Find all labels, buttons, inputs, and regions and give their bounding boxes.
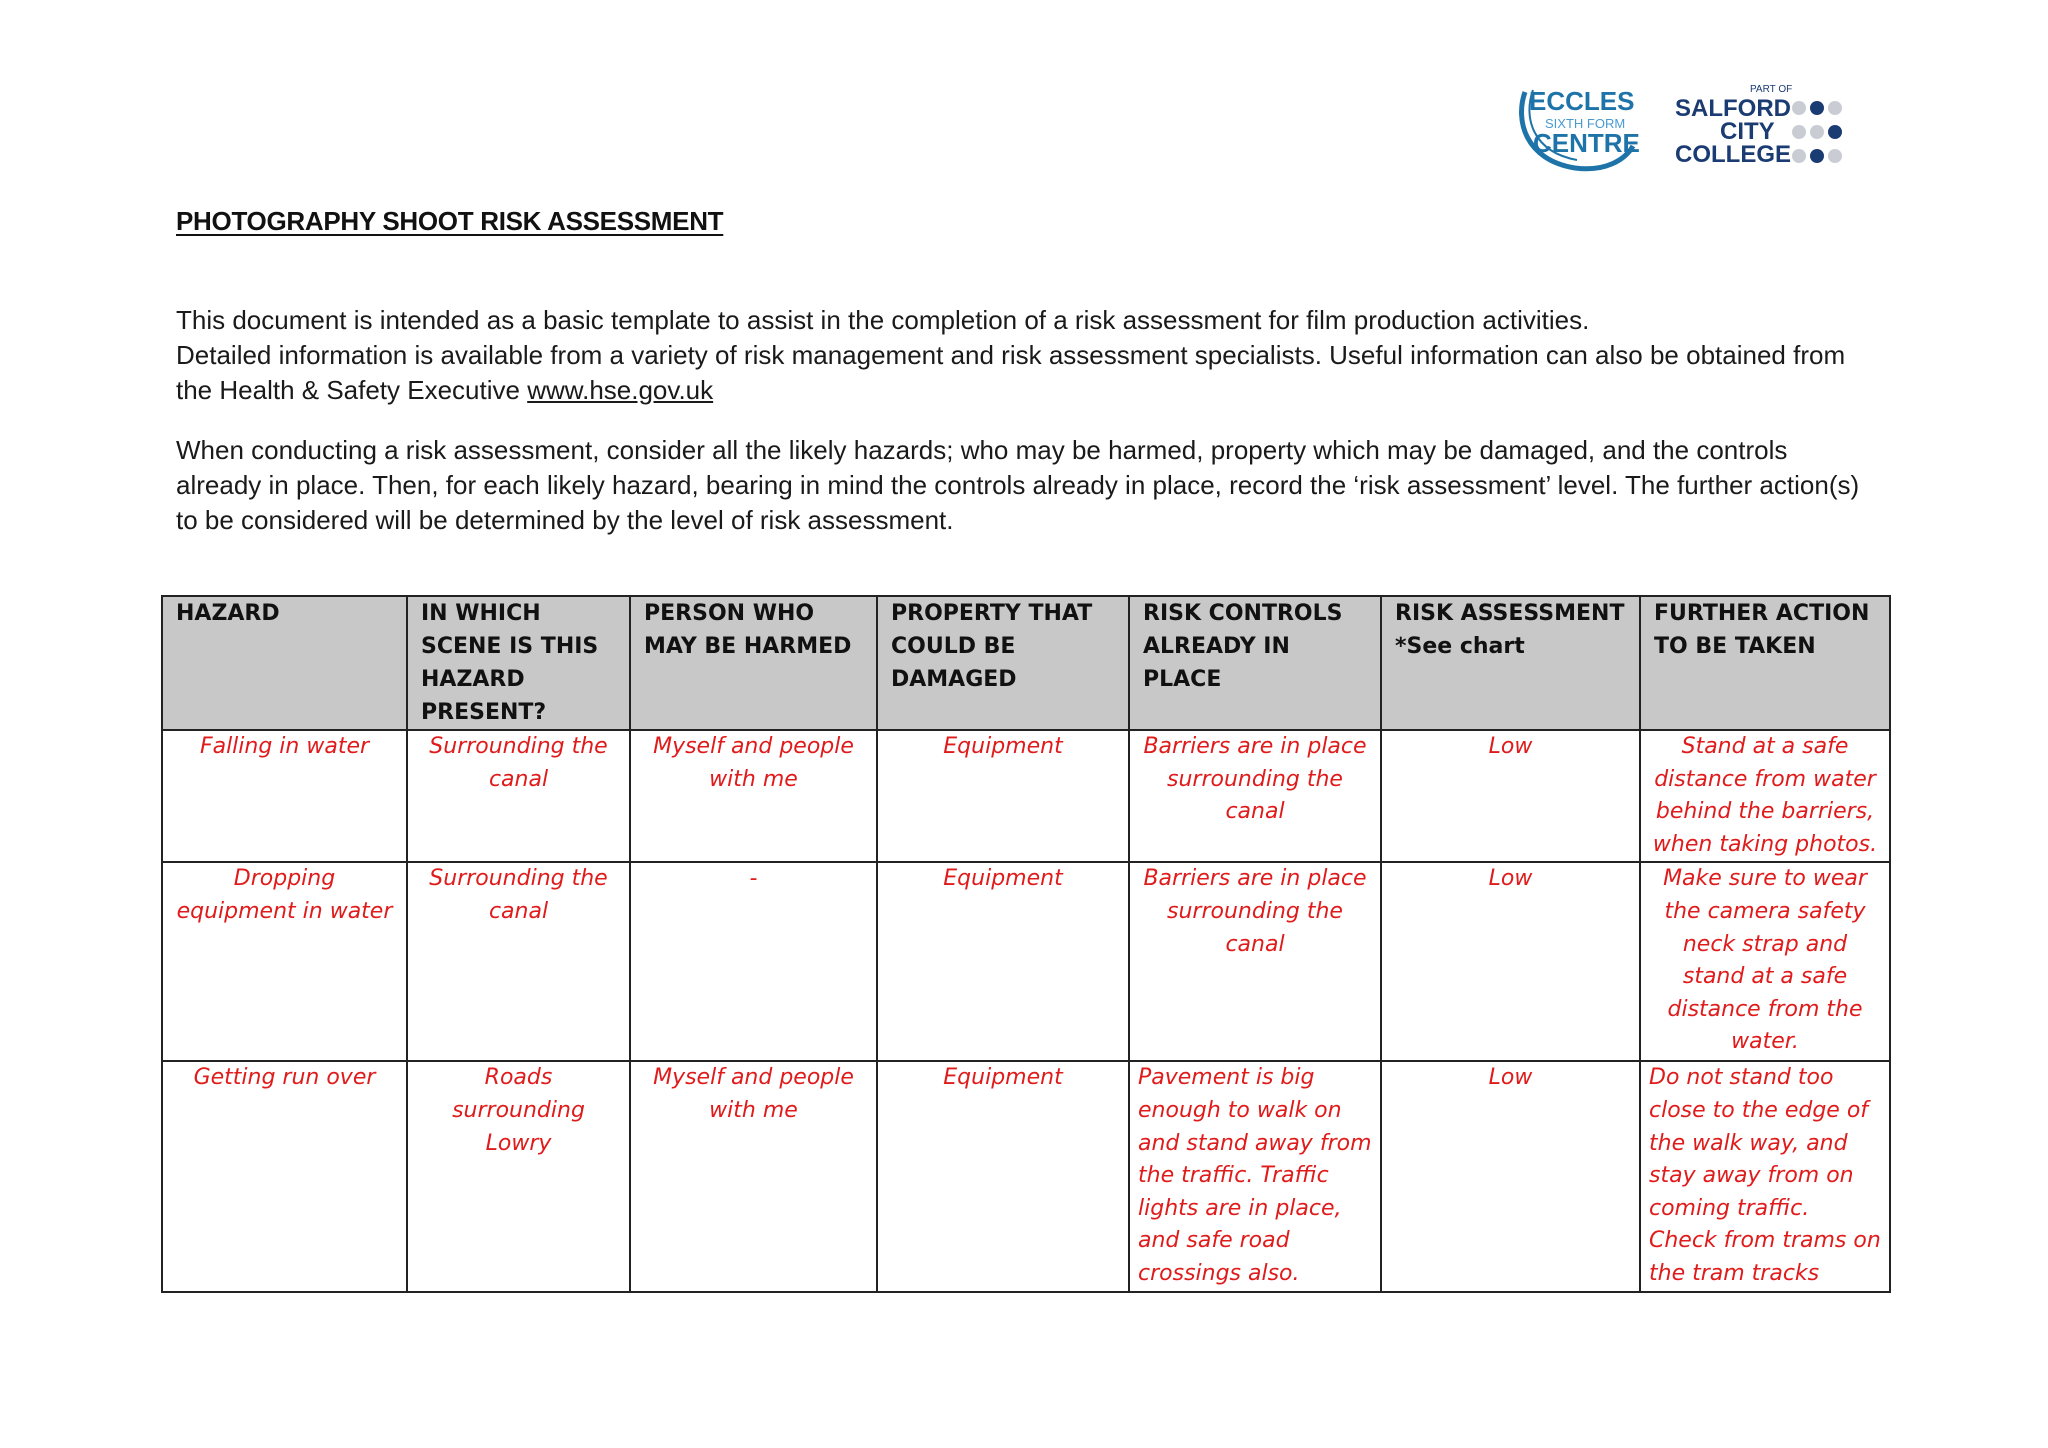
header-person-harmed: PERSON WHO MAY BE HARMED xyxy=(630,596,877,730)
eccles-sixth-form-centre-logo xyxy=(1515,80,1640,175)
salford-logo-line-3: COLLEGE xyxy=(1675,141,1792,168)
intro-paragraph-2: When conducting a risk assessment, consider all the likely hazards; who may be harmed, property which may be damaged, and the controls already in place. Then, for each likely hazard, bearing in mind the controls already in place, record the ‘risk assessment’ level. The further action(s) to be considered will be determined by the level of risk assessment. xyxy=(176,435,1860,535)
cell-hazard: Dropping equipment in water xyxy=(162,862,407,1061)
cell-hazard: Falling in water xyxy=(162,730,407,862)
table-row xyxy=(162,1061,1890,1291)
document-title: PHOTOGRAPHY SHOOT RISK ASSESSMENT xyxy=(176,206,724,236)
cell-property-damaged: Equipment xyxy=(877,862,1129,1061)
cell-further-action: Make sure to wear the camera safety neck strap and stand at a safe distance from the water. xyxy=(1640,862,1890,1061)
cell-person-harmed: - xyxy=(630,862,877,1061)
eccles-logo-line-2: SIXTH FORM xyxy=(1545,116,1626,131)
cell-person-harmed: Myself and people with me xyxy=(630,1061,877,1291)
header-scene: IN WHICH SCENE IS THIS HAZARD PRESENT? xyxy=(407,596,630,730)
header-risk-controls: RISK CONTROLS ALREADY IN PLACE xyxy=(1129,596,1381,730)
hse-link[interactable]: www.hse.gov.uk xyxy=(527,375,714,405)
salford-logo-line-2: CITY xyxy=(1720,118,1775,145)
cell-further-action: Stand at a safe distance from water behind the barriers, when taking photos. xyxy=(1640,730,1890,862)
salford-city-college-logo xyxy=(1675,80,1855,175)
intro-line-1: This document is intended as a basic template to assist in the completion of a risk assessment for film production activities. xyxy=(176,305,1590,335)
logo-area xyxy=(1515,80,1855,180)
cell-risk-assessment: Low xyxy=(1381,862,1640,1061)
header-hazard: HAZARD xyxy=(162,596,407,730)
cell-person-harmed: Myself and people with me xyxy=(630,730,877,862)
cell-property-damaged: Equipment xyxy=(877,730,1129,862)
salford-logo-line-1: SALFORD xyxy=(1675,95,1791,122)
header-risk-assessment: RISK ASSESSMENT *See chart xyxy=(1381,596,1640,730)
intro-paragraph-1 xyxy=(176,303,1876,408)
header-property-damaged: PROPERTY THAT COULD BE DAMAGED xyxy=(877,596,1129,730)
table-header-row xyxy=(162,596,1890,730)
cell-property-damaged: Equipment xyxy=(877,1061,1129,1291)
cell-risk-controls: Pavement is big enough to walk on and stand away from the traffic. Traffic lights are in place, and safe road crossings also. xyxy=(1129,1061,1381,1291)
cell-scene: Surrounding the canal xyxy=(407,730,630,862)
cell-hazard: Getting run over xyxy=(162,1061,407,1291)
intro-line-2: Detailed information is available from a variety of risk management and risk assessment specialists. Useful information can also be obtained from the Health & Safety Executive xyxy=(176,340,1846,405)
table-row xyxy=(162,862,1890,1061)
table-row xyxy=(162,730,1890,862)
cell-risk-assessment: Low xyxy=(1381,1061,1640,1291)
cell-risk-controls: Barriers are in place surrounding the canal xyxy=(1129,862,1381,1061)
header-further-action: FURTHER ACTION TO BE TAKEN xyxy=(1640,596,1890,730)
eccles-logo-line-1: ECCLES xyxy=(1529,86,1635,116)
cell-scene: Surrounding the canal xyxy=(407,862,630,1061)
salford-logo-part-of: PART OF xyxy=(1750,84,1793,95)
cell-risk-assessment: Low xyxy=(1381,730,1640,862)
eccles-logo-line-3: CENTRE xyxy=(1533,128,1640,158)
risk-assessment-table xyxy=(161,595,1891,1293)
cell-scene: Roads surrounding Lowry xyxy=(407,1061,630,1291)
cell-risk-controls: Barriers are in place surrounding the canal xyxy=(1129,730,1381,862)
cell-further-action: Do not stand too close to the edge of the walk way, and stay away from on coming traffic. Check from trams on the tram tracks xyxy=(1640,1061,1890,1291)
